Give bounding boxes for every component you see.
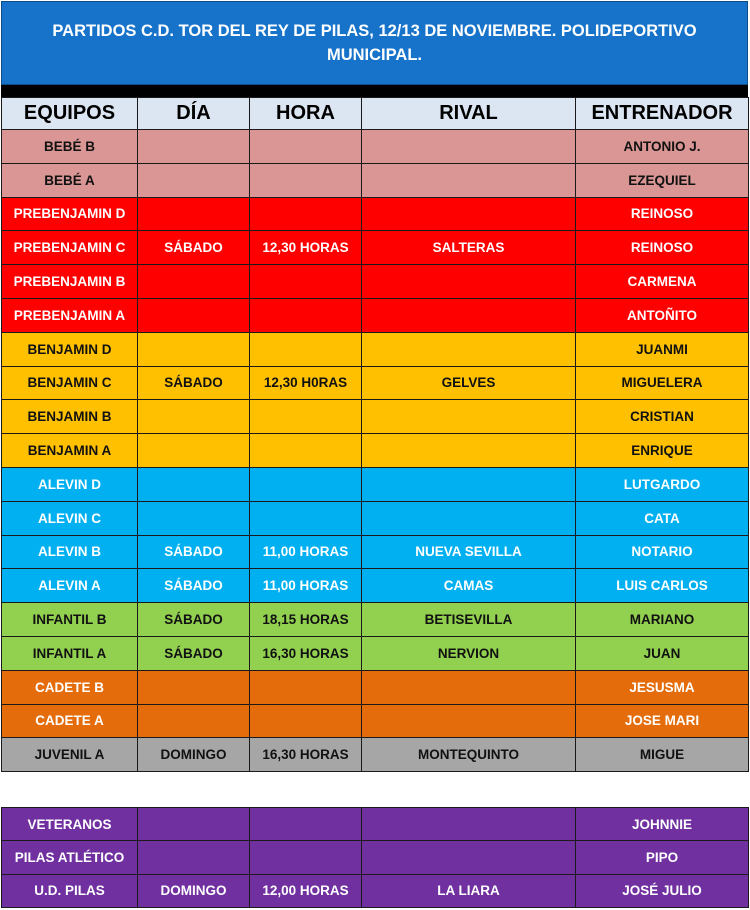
cell-hora bbox=[250, 467, 362, 501]
table-row bbox=[2, 366, 749, 400]
cell-equipo: BENJAMIN D bbox=[2, 332, 138, 366]
cell-hora: 12,30 HORAS bbox=[250, 231, 362, 265]
cell-equipo: PREBENJAMIN D bbox=[2, 197, 138, 231]
cell-entrenador: MARIANO bbox=[576, 603, 749, 637]
cell-hora bbox=[250, 332, 362, 366]
cell-dia bbox=[138, 808, 250, 841]
table-row bbox=[2, 670, 749, 704]
cell-hora bbox=[250, 298, 362, 332]
cell-rival: BETISEVILLA bbox=[362, 603, 576, 637]
cell-entrenador: JOSÉ JULIO bbox=[576, 874, 749, 907]
header-entrenador: ENTRENADOR bbox=[576, 98, 749, 130]
cell-dia bbox=[138, 400, 250, 434]
page-title-text: PARTIDOS C.D. TOR DEL REY DE PILAS, 12/13 DE NOVIEMBRE. POLIDEPORTIVO MUNICIPAL. bbox=[52, 22, 697, 64]
cell-entrenador: LUTGARDO bbox=[576, 467, 749, 501]
cell-hora: 12,00 HORAS bbox=[250, 874, 362, 907]
header-dia: DÍA bbox=[138, 98, 250, 130]
cell-entrenador: JESUSMA bbox=[576, 670, 749, 704]
cell-dia bbox=[138, 130, 250, 164]
cell-hora bbox=[250, 704, 362, 738]
cell-equipo: CADETE B bbox=[2, 670, 138, 704]
cell-hora bbox=[250, 197, 362, 231]
cell-hora bbox=[250, 400, 362, 434]
cell-dia bbox=[138, 704, 250, 738]
cell-rival: GELVES bbox=[362, 366, 576, 400]
cell-dia: SÁBADO bbox=[138, 366, 250, 400]
table-row bbox=[2, 535, 749, 569]
schedule-table bbox=[1, 97, 749, 772]
cell-equipo: BENJAMIN B bbox=[2, 400, 138, 434]
cell-dia bbox=[138, 467, 250, 501]
cell-entrenador: PIPO bbox=[576, 841, 749, 874]
cell-equipo: CADETE A bbox=[2, 704, 138, 738]
cell-rival: SALTERAS bbox=[362, 231, 576, 265]
table-row bbox=[2, 704, 749, 738]
table-header-row bbox=[2, 98, 749, 130]
cell-dia: SÁBADO bbox=[138, 535, 250, 569]
cell-dia bbox=[138, 434, 250, 468]
cell-dia bbox=[138, 501, 250, 535]
cell-dia bbox=[138, 841, 250, 874]
cell-rival bbox=[362, 808, 576, 841]
cell-dia: SÁBADO bbox=[138, 603, 250, 637]
cell-entrenador: ANTONIO J. bbox=[576, 130, 749, 164]
cell-dia bbox=[138, 332, 250, 366]
cell-equipo: ALEVIN A bbox=[2, 569, 138, 603]
table-row bbox=[2, 197, 749, 231]
cell-rival bbox=[362, 163, 576, 197]
cell-entrenador: LUIS CARLOS bbox=[576, 569, 749, 603]
cell-rival bbox=[362, 467, 576, 501]
cell-dia bbox=[138, 265, 250, 299]
cell-hora bbox=[250, 434, 362, 468]
table-row bbox=[2, 841, 749, 874]
table-row bbox=[2, 332, 749, 366]
cell-hora: 18,15 HORAS bbox=[250, 603, 362, 637]
cell-equipo: JUVENIL A bbox=[2, 738, 138, 772]
cell-dia bbox=[138, 163, 250, 197]
table-row bbox=[2, 265, 749, 299]
cell-rival: NUEVA SEVILLA bbox=[362, 535, 576, 569]
cell-entrenador: JUAN bbox=[576, 636, 749, 670]
table-row bbox=[2, 738, 749, 772]
cell-entrenador: ENRIQUE bbox=[576, 434, 749, 468]
cell-equipo: INFANTIL B bbox=[2, 603, 138, 637]
cell-entrenador: JOHNNIE bbox=[576, 808, 749, 841]
header-equipos: EQUIPOS bbox=[2, 98, 138, 130]
cell-entrenador: CATA bbox=[576, 501, 749, 535]
cell-rival bbox=[362, 265, 576, 299]
cell-equipo: INFANTIL A bbox=[2, 636, 138, 670]
cell-rival bbox=[362, 332, 576, 366]
table-row bbox=[2, 298, 749, 332]
table-row bbox=[2, 231, 749, 265]
header-rival: RIVAL bbox=[362, 98, 576, 130]
cell-hora: 11,00 HORAS bbox=[250, 569, 362, 603]
table-row bbox=[2, 400, 749, 434]
cell-equipo: BEBÉ B bbox=[2, 130, 138, 164]
cell-entrenador: REINOSO bbox=[576, 197, 749, 231]
cell-entrenador: CARMENA bbox=[576, 265, 749, 299]
cell-rival bbox=[362, 298, 576, 332]
cell-equipo: U.D. PILAS bbox=[2, 874, 138, 907]
cell-entrenador: JUANMI bbox=[576, 332, 749, 366]
cell-dia: SÁBADO bbox=[138, 636, 250, 670]
table-row bbox=[2, 501, 749, 535]
cell-dia bbox=[138, 670, 250, 704]
cell-equipo: ALEVIN B bbox=[2, 535, 138, 569]
cell-entrenador: EZEQUIEL bbox=[576, 163, 749, 197]
cell-hora: 16,30 HORAS bbox=[250, 636, 362, 670]
cell-hora bbox=[250, 841, 362, 874]
page-title bbox=[1, 1, 748, 85]
cell-dia bbox=[138, 298, 250, 332]
cell-equipo: PILAS ATLÉTICO bbox=[2, 841, 138, 874]
divider-bar bbox=[1, 85, 748, 97]
cell-dia: SÁBADO bbox=[138, 569, 250, 603]
cell-entrenador: CRISTIAN bbox=[576, 400, 749, 434]
cell-dia: DOMINGO bbox=[138, 874, 250, 907]
cell-entrenador: REINOSO bbox=[576, 231, 749, 265]
table-row bbox=[2, 603, 749, 637]
cell-equipo: PREBENJAMIN C bbox=[2, 231, 138, 265]
cell-dia: DOMINGO bbox=[138, 738, 250, 772]
header-hora: HORA bbox=[250, 98, 362, 130]
table-row bbox=[2, 130, 749, 164]
table-row bbox=[2, 569, 749, 603]
cell-entrenador: MIGUE bbox=[576, 738, 749, 772]
cell-hora bbox=[250, 808, 362, 841]
cell-rival bbox=[362, 130, 576, 164]
table-row bbox=[2, 434, 749, 468]
cell-equipo: PREBENJAMIN B bbox=[2, 265, 138, 299]
cell-equipo: BENJAMIN C bbox=[2, 366, 138, 400]
cell-hora bbox=[250, 163, 362, 197]
cell-rival: MONTEQUINTO bbox=[362, 738, 576, 772]
cell-entrenador: NOTARIO bbox=[576, 535, 749, 569]
cell-rival bbox=[362, 704, 576, 738]
cell-equipo: PREBENJAMIN A bbox=[2, 298, 138, 332]
cell-rival: LA LIARA bbox=[362, 874, 576, 907]
cell-hora bbox=[250, 670, 362, 704]
cell-rival bbox=[362, 841, 576, 874]
cell-entrenador: JOSE MARI bbox=[576, 704, 749, 738]
cell-entrenador: MIGUELERA bbox=[576, 366, 749, 400]
extra-schedule-table bbox=[1, 807, 749, 908]
cell-equipo: BEBÉ A bbox=[2, 163, 138, 197]
cell-hora: 11,00 HORAS bbox=[250, 535, 362, 569]
cell-equipo: BENJAMIN A bbox=[2, 434, 138, 468]
cell-dia: SÁBADO bbox=[138, 231, 250, 265]
table-row bbox=[2, 808, 749, 841]
cell-entrenador: ANTOÑITO bbox=[576, 298, 749, 332]
cell-equipo: ALEVIN C bbox=[2, 501, 138, 535]
cell-rival bbox=[362, 400, 576, 434]
cell-hora bbox=[250, 265, 362, 299]
cell-hora: 12,30 H0RAS bbox=[250, 366, 362, 400]
cell-rival bbox=[362, 434, 576, 468]
cell-rival: CAMAS bbox=[362, 569, 576, 603]
table-row bbox=[2, 467, 749, 501]
cell-dia bbox=[138, 197, 250, 231]
table-row bbox=[2, 163, 749, 197]
cell-rival bbox=[362, 670, 576, 704]
cell-rival bbox=[362, 501, 576, 535]
cell-equipo: ALEVIN D bbox=[2, 467, 138, 501]
cell-rival bbox=[362, 197, 576, 231]
cell-hora bbox=[250, 130, 362, 164]
table-row bbox=[2, 636, 749, 670]
cell-equipo: VETERANOS bbox=[2, 808, 138, 841]
cell-hora: 16,30 HORAS bbox=[250, 738, 362, 772]
table-row bbox=[2, 874, 749, 907]
cell-rival: NERVION bbox=[362, 636, 576, 670]
cell-hora bbox=[250, 501, 362, 535]
